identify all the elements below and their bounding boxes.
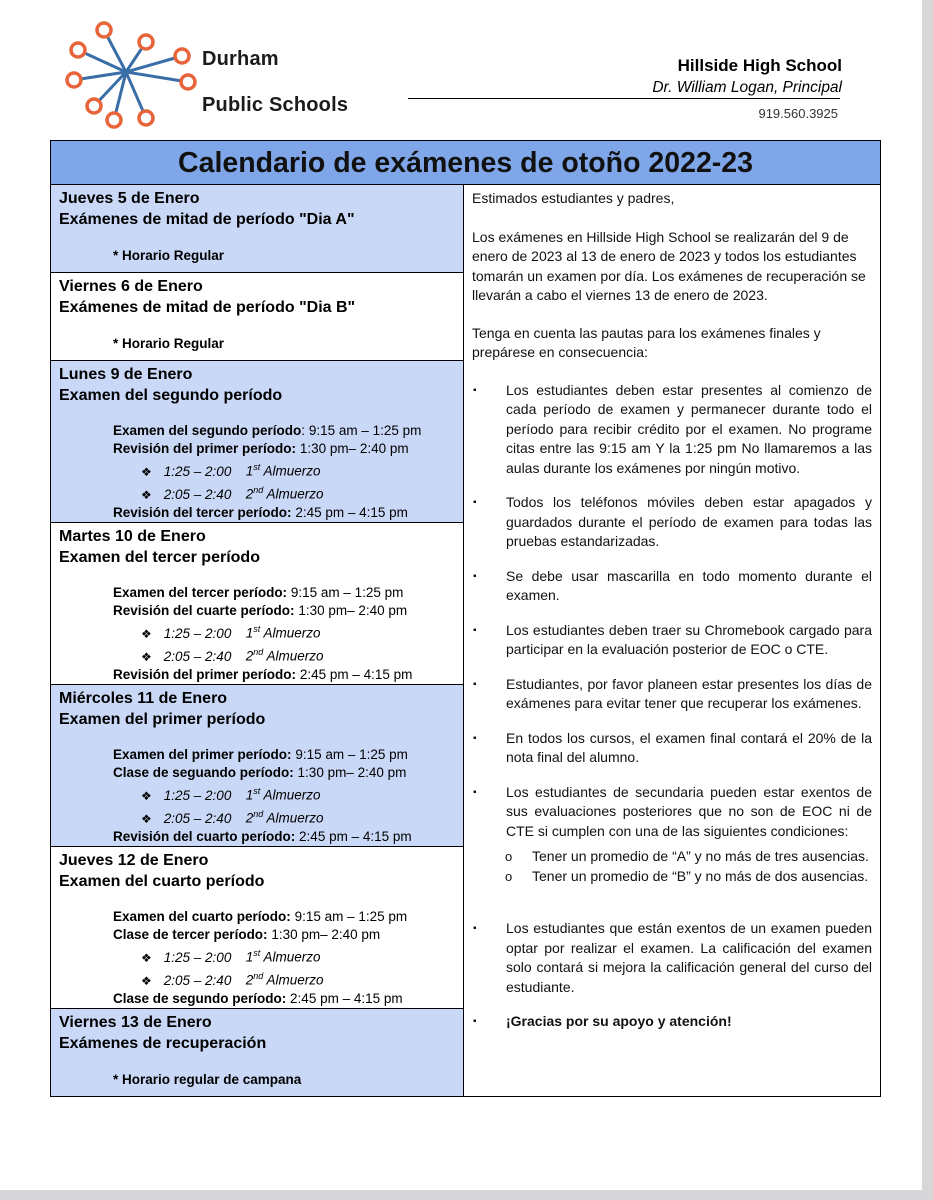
day-exam: Examen del tercer período	[59, 549, 260, 566]
page-shadow-bottom	[0, 1190, 933, 1200]
schedule-label: Clase de segundo período:	[113, 990, 287, 1006]
schedule-time: 1:30 pm– 2:40 pm	[298, 603, 408, 619]
exam-calendar-table	[50, 140, 881, 1097]
lunch-ordinal: st	[253, 948, 261, 959]
day-exam: Exámenes de mitad de período "Dia A"	[59, 211, 355, 228]
schedule-label: Revisión del cuarte período:	[113, 603, 295, 619]
schedule-row	[113, 602, 455, 620]
lunch-number: 1	[245, 787, 254, 803]
day-schedule	[59, 584, 455, 684]
diamond-bullet-icon: ❖	[141, 950, 152, 965]
day-block	[51, 523, 463, 685]
schedule-row	[113, 908, 455, 926]
lunch-label: Almuerzo	[263, 949, 321, 965]
exempt-note: Los estudiantes que están exentos de un examen pueden optar por realizar el examen. La calificación del examen solo contará si mejora la calificación general del curso del estudiante.	[506, 920, 872, 995]
schedule-label: Revisión del cuarto período:	[113, 828, 296, 844]
page-shadow-right	[922, 0, 933, 1200]
guideline-text: Los estudiantes de secundaria pueden estar exentos de sus evaluaciones posteriores que no son de EOC ni de CTE si cumplen con una de las siguientes condiciones:	[506, 783, 872, 839]
square-bullet-icon: ▪	[473, 570, 477, 582]
circle-bullet-icon: o	[505, 849, 513, 864]
lunch-ordinal: nd	[253, 971, 264, 982]
day-date: Viernes 13 de Enero	[59, 1014, 212, 1031]
guideline-item	[472, 919, 872, 997]
diamond-bullet-icon: ❖	[141, 464, 152, 479]
day-exam: Exámenes de recuperación	[59, 1035, 267, 1052]
lunch-number: 1	[245, 625, 254, 641]
lunch-ordinal: nd	[253, 647, 264, 658]
lunch-time: 2:05 – 2:40	[163, 486, 232, 502]
schedule-label: Examen del tercer período:	[113, 585, 288, 600]
lunch-ordinal: nd	[253, 809, 264, 820]
schedule-row	[113, 746, 455, 764]
lunch-ordinal: st	[253, 462, 261, 473]
square-bullet-icon: ▪	[473, 384, 477, 396]
schedule-row	[113, 440, 455, 458]
schedule-row: Examen del segundo período: 9:15 am – 1:25 pm	[113, 423, 422, 438]
diamond-bullet-icon: ❖	[141, 649, 152, 664]
lunch-time: 1:25 – 2:00	[163, 625, 232, 641]
schedule-row	[113, 990, 455, 1008]
lunch-row	[113, 805, 455, 828]
guideline-item	[472, 621, 872, 660]
schedule-row	[113, 584, 455, 602]
guideline-item	[472, 493, 872, 552]
lunch-number: 2	[245, 486, 254, 502]
lunch-label: Almuerzo	[266, 648, 324, 664]
day-block	[51, 273, 463, 361]
schedule-label: Revisión del tercer período:	[113, 504, 292, 520]
square-bullet-icon: ▪	[473, 678, 477, 690]
day-block	[51, 185, 463, 273]
condition-text: Tener un promedio de “B” y no más de dos ausencias.	[532, 867, 869, 884]
condition-item	[505, 847, 872, 867]
schedule-time: 9:15 am – 1:25 pm	[308, 423, 422, 438]
lunch-label: Almuerzo	[266, 972, 324, 988]
schedule-time: 9:15 am – 1:25 pm	[290, 585, 404, 600]
lunch-label: Almuerzo	[266, 486, 324, 502]
lunch-time: 1:25 – 2:00	[163, 787, 232, 803]
schedule-note: * Horario Regular	[113, 248, 225, 263]
lunch-label: Almuerzo	[263, 463, 321, 479]
day-date: Miércoles 11 de Enero	[59, 690, 228, 707]
schedule-note: * Horario regular de campana	[113, 1072, 302, 1087]
schedule-time: 2:45 pm – 4:15 pm	[295, 504, 408, 520]
day-exam: Examen del cuarto período	[59, 873, 265, 890]
lunch-row	[113, 481, 455, 504]
schedule-time: 2:45 pm – 4:15 pm	[290, 990, 403, 1006]
school-name: Hillside High School	[677, 56, 842, 75]
lunch-ordinal: nd	[253, 485, 264, 496]
diamond-bullet-icon: ❖	[141, 788, 152, 803]
schedule-time: 1:30 pm– 2:40 pm	[299, 441, 409, 457]
schedule-label: Clase de seguando período:	[113, 765, 294, 781]
day-schedule	[59, 746, 455, 846]
square-bullet-icon: ▪	[473, 923, 477, 934]
square-bullet-icon: ▪	[473, 624, 477, 636]
day-date: Viernes 6 de Enero	[59, 278, 203, 295]
guideline-item	[472, 729, 872, 768]
schedule-time: 9:15 am – 1:25 pm	[295, 747, 408, 762]
lunch-number: 1	[245, 949, 254, 965]
day-exam: Exámenes de mitad de período "Dia B"	[59, 299, 356, 316]
lunch-ordinal: st	[253, 786, 261, 797]
day-date: Jueves 5 de Enero	[59, 190, 200, 207]
lunch-time: 2:05 – 2:40	[163, 810, 232, 826]
square-bullet-icon: ▪	[473, 732, 477, 744]
day-block	[51, 361, 463, 523]
school-header	[652, 56, 842, 97]
letter-column	[464, 185, 880, 1096]
day-schedule	[59, 908, 455, 1008]
schedule-time: 1:30 pm– 2:40 pm	[297, 765, 407, 781]
lunch-number: 2	[245, 972, 254, 988]
day-block	[51, 847, 463, 1009]
schedule-label: Revisión del primer período:	[113, 441, 297, 457]
day-exam: Examen del segundo período	[59, 387, 283, 404]
district-name-line1: Durham	[202, 48, 279, 70]
guideline-text: Estudiantes, por favor planeen estar presentes los días de exámenes para evitar tener que recuperar los exámenes.	[506, 675, 872, 711]
condition-item	[505, 867, 872, 887]
guideline-item	[472, 567, 872, 606]
schedule-label: Examen del segundo período	[113, 423, 302, 438]
day-date: Jueves 12 de Enero	[59, 852, 209, 869]
guideline-text: En todos los cursos, el examen final contará el 20% de la nota final del alumno.	[506, 729, 872, 765]
header-divider	[408, 98, 840, 99]
diamond-bullet-icon: ❖	[141, 487, 152, 502]
lunch-time: 2:05 – 2:40	[163, 648, 232, 664]
lunch-time: 1:25 – 2:00	[163, 463, 232, 479]
schedule-time: 2:45 pm – 4:15 pm	[299, 828, 412, 844]
diamond-bullet-icon: ❖	[141, 626, 152, 641]
guideline-item	[472, 783, 872, 842]
square-bullet-icon: ▪	[473, 1016, 477, 1027]
lunch-number: 2	[245, 648, 254, 664]
schedule-label: Clase de tercer período:	[113, 927, 268, 943]
condition-text: Tener un promedio de “A” y no más de tres ausencias.	[532, 848, 869, 864]
thanks-message: ¡Gracias por su apoyo y atención!	[506, 1013, 732, 1029]
lunch-row	[113, 782, 455, 805]
schedule-row	[113, 828, 455, 846]
letter-greeting: Estimados estudiantes y padres,	[472, 190, 675, 206]
lunch-row	[113, 643, 455, 666]
schedule-time: 9:15 am – 1:25 pm	[294, 909, 408, 924]
schedule-row	[113, 926, 455, 944]
lunch-label: Almuerzo	[266, 810, 324, 826]
guideline-item	[472, 675, 872, 714]
diamond-bullet-icon: ❖	[141, 811, 152, 826]
lunch-number: 1	[245, 463, 254, 479]
schedule-label: Examen del primer período:	[113, 747, 292, 762]
lunch-number: 2	[245, 810, 254, 826]
lunch-row	[113, 944, 455, 967]
day-exam: Examen del primer período	[59, 711, 266, 728]
lunch-ordinal: st	[253, 624, 261, 635]
phone-number: 919.560.3925	[758, 106, 838, 121]
guidelines-intro: Tenga en cuenta las pautas para los exámenes finales y prepárese en consecuencia:	[472, 324, 821, 360]
durham-logo-icon	[64, 20, 204, 132]
lunch-row	[113, 967, 455, 990]
lunch-label: Almuerzo	[263, 625, 321, 641]
schedule-row	[113, 666, 455, 684]
day-block	[51, 1009, 463, 1096]
lunch-time: 2:05 – 2:40	[163, 972, 232, 988]
square-bullet-icon: ▪	[473, 786, 477, 798]
schedule-time: 1:30 pm– 2:40 pm	[271, 927, 381, 943]
guideline-text: Los estudiantes deben traer su Chromebook cargado para participar en la evaluación posterior de EOC o CTE.	[506, 621, 872, 657]
guideline-text: Los estudiantes deben estar presentes al comienzo de cada período de examen y permanecer durante todo el período para recibir crédito por el examen. No programe citas entre las 9:15 am Y la 1:25 pm No llamaremos a las aulas durante los exámenes por ningún motivo.	[506, 381, 872, 476]
principal-name: Dr. William Logan, Principal	[652, 79, 842, 96]
schedule-row	[113, 764, 455, 782]
schedule-row	[113, 504, 455, 522]
day-date: Martes 10 de Enero	[59, 528, 206, 545]
lunch-time: 1:25 – 2:00	[163, 949, 232, 965]
diamond-bullet-icon: ❖	[141, 973, 152, 988]
guideline-item	[472, 381, 872, 479]
guideline-text: Se debe usar mascarilla en todo momento durante el examen.	[506, 567, 872, 603]
schedule-label: Revisión del primer período:	[113, 666, 297, 682]
lunch-row	[113, 458, 455, 481]
day-schedule	[59, 422, 455, 522]
letter-intro: Los exámenes en Hillside High School se realizarán del 9 de enero de 2023 al 13 de enero de 2023 y todos los estudiantes tomarán un examen por día. Los exámenes de recuperación se llevarán a cabo el viernes 13 de enero de 2023.	[472, 228, 866, 303]
schedule-column	[51, 185, 464, 1096]
schedule-label: Examen del cuarto período:	[113, 909, 291, 924]
circle-bullet-icon: o	[505, 868, 513, 884]
guideline-text: Todos los teléfonos móviles deben estar apagados y guardados durante el período de examen para todas las pruebas estandarizadas.	[506, 494, 872, 549]
day-date: Lunes 9 de Enero	[59, 366, 193, 383]
schedule-time: 2:45 pm – 4:15 pm	[299, 666, 413, 682]
guideline-item	[472, 1012, 872, 1032]
lunch-row	[113, 620, 455, 643]
lunch-label: Almuerzo	[263, 787, 321, 803]
schedule-note: * Horario Regular	[113, 336, 225, 351]
calendar-title: Calendario de exámenes de otoño 2022-23	[51, 141, 880, 185]
day-block	[51, 685, 463, 847]
district-name-line2: Public Schools	[202, 94, 349, 116]
square-bullet-icon: ▪	[473, 497, 477, 508]
